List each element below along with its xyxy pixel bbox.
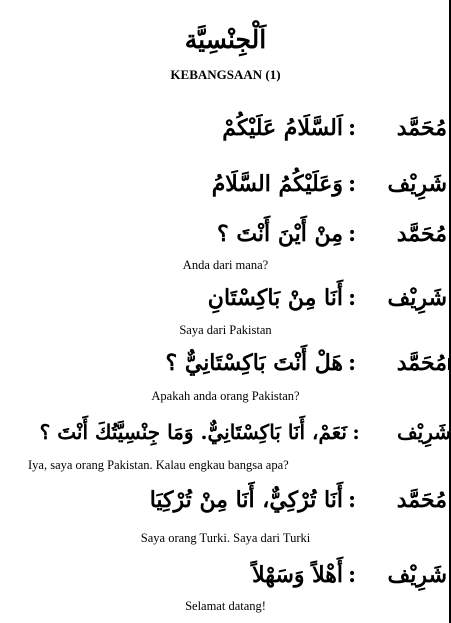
speaker-name: شَرِيْف <box>396 420 451 444</box>
translation-text: Anda dari mana? <box>182 258 269 272</box>
speaker-name: مُحَمَّد <box>396 221 447 247</box>
separator-colon: : <box>347 115 357 141</box>
separator-colon: : <box>352 420 360 444</box>
utterance-text: اَلسَّلَامُ عَلَيْكُمْ <box>222 115 343 141</box>
dialogue-line-4 <box>0 276 447 320</box>
speaker-name: شَرِيْف <box>387 171 447 197</box>
translation-text: Selamat datang! <box>185 599 266 613</box>
translation-text: Iya, saya orang Pakistan. Kalau engkau bangsa apa? <box>28 458 289 472</box>
separator-colon: : <box>347 285 357 311</box>
utterance-text: نَعَمْ، أَنَا بَاكِسْتَانِيٌّ. وَمَا جِنْسِيَّتُكَ أَنْتَ ؟ <box>39 420 347 444</box>
dialogue-line-6 <box>0 410 451 454</box>
separator-colon: : <box>347 221 357 247</box>
speaker-name: مُحَمَّد <box>396 115 447 141</box>
dialogue-line-8 <box>0 553 447 597</box>
lesson-title-latin: KEBANGSAAN (1) <box>170 67 281 82</box>
utterance-text: أَهْلاً وَسَهْلاً <box>252 562 343 588</box>
translation-text: Saya dari Pakistan <box>179 323 272 337</box>
dialogue-line-7 <box>0 478 447 522</box>
utterance-text: مِنْ أَيْنَ أَنْتَ ؟ <box>216 221 343 247</box>
translation-text: Saya orang Turki. Saya dari Turki <box>140 531 311 545</box>
utterance-text: أَنَا مِنْ بَاكِسْتَانِ <box>207 285 343 311</box>
separator-colon: : <box>347 487 357 513</box>
utterance-text: وَعَلَيْكُمُ السَّلَامُ <box>211 171 343 197</box>
separator-colon: : <box>347 350 357 376</box>
speaker-name: شَرِيْف <box>387 285 447 311</box>
speaker-name: مُحَمَّد <box>396 350 447 376</box>
speaker-name: مُحَمَّد <box>396 487 447 513</box>
dialogue-line-1 <box>0 106 447 150</box>
speaker-name: شَرِيْف <box>387 562 447 588</box>
dialogue-line-3 <box>0 212 447 256</box>
translation-text: Apakah anda orang Pakistan? <box>151 389 300 403</box>
utterance-text: أَنَا تُرْكِيٌّ، أَنَا مِنْ تُرْكِيَا <box>149 487 343 513</box>
dialogue-line-2 <box>0 162 447 206</box>
utterance-text: هَلْ أَنْتَ بَاكِسْتَانِيٌّ ؟ <box>165 350 343 376</box>
separator-colon: : <box>347 562 357 588</box>
dialogue-line-5 <box>0 341 447 385</box>
lesson-title-arabic: اَلْجِنْسِيَّة <box>184 25 267 54</box>
separator-colon: : <box>347 171 357 197</box>
